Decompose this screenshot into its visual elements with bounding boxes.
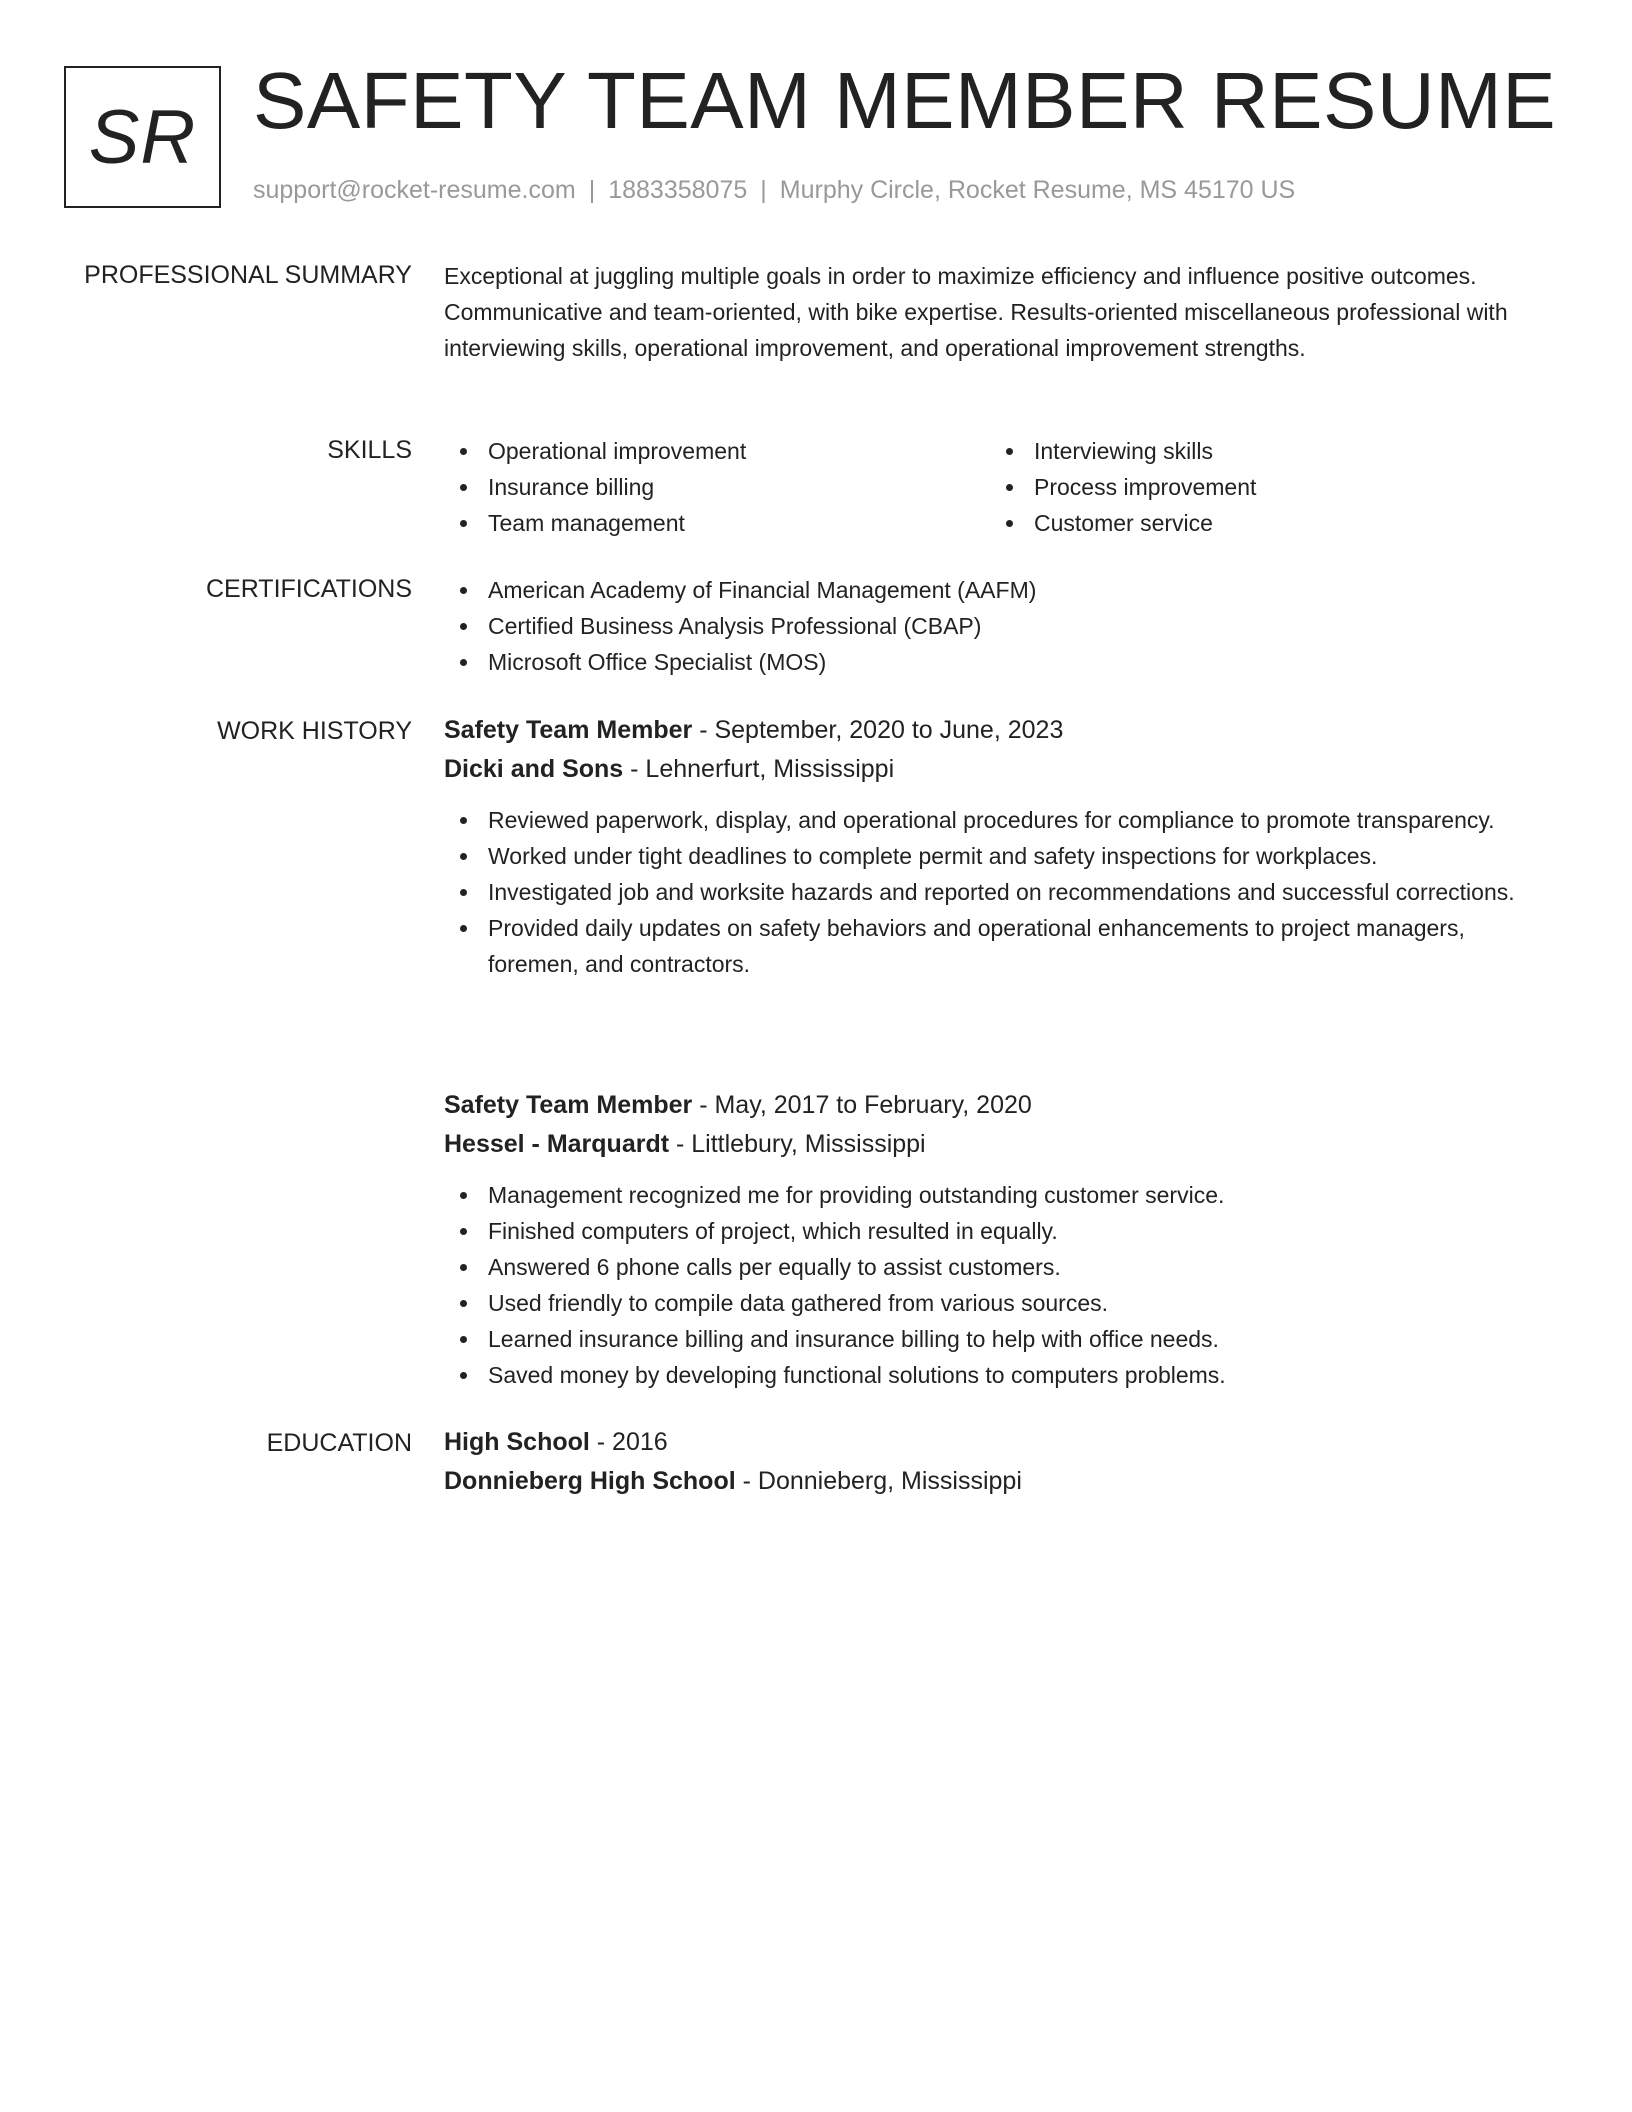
contact-separator: | xyxy=(760,176,767,204)
skills-heading: SKILLS xyxy=(327,436,412,464)
job-duty-item: Investigated job and worksite hazards and reported on recommendations and successful corrections. xyxy=(444,874,1544,910)
job-title-line xyxy=(444,711,1544,750)
education-degree: High School xyxy=(444,1428,590,1456)
education-school-line xyxy=(444,1462,1544,1501)
contact-address: Murphy Circle, Rocket Resume, MS 45170 US xyxy=(779,176,1296,204)
education-degree-line xyxy=(444,1423,1544,1462)
skills-list-right xyxy=(990,433,1536,541)
skill-item: Process improvement xyxy=(990,469,1536,505)
work-history-heading: WORK HISTORY xyxy=(217,717,412,745)
job-duties-list xyxy=(444,1177,1544,1393)
job-title-line xyxy=(444,1086,1544,1125)
skills-list-left xyxy=(444,433,990,541)
job-duty-item: Saved money by developing functional solutions to computers problems. xyxy=(444,1357,1544,1393)
certification-item: Microsoft Office Specialist (MOS) xyxy=(444,644,1544,680)
resume-title: SAFETY TEAM MEMBER RESUME xyxy=(253,56,1557,145)
skill-item: Team management xyxy=(444,505,990,541)
job-company: Dicki and Sons xyxy=(444,755,624,783)
monogram-badge: SR xyxy=(64,66,221,208)
summary-heading: PROFESSIONAL SUMMARY xyxy=(84,261,412,289)
job-entry xyxy=(444,711,1544,982)
contact-phone: 1883358075 xyxy=(608,176,748,204)
job-duty-item: Reviewed paperwork, display, and operational procedures for compliance to promote transparency. xyxy=(444,802,1544,838)
certification-item: Certified Business Analysis Professional (CBAP) xyxy=(444,608,1544,644)
job-company: Hessel - Marquardt xyxy=(444,1130,670,1158)
job-duty-item: Used friendly to compile data gathered from various sources. xyxy=(444,1285,1544,1321)
certifications-list xyxy=(444,572,1544,680)
job-duty-item: Answered 6 phone calls per equally to assist customers. xyxy=(444,1249,1544,1285)
contact-separator: | xyxy=(588,176,596,204)
job-duty-item: Learned insurance billing and insurance billing to help with office needs. xyxy=(444,1321,1544,1357)
skill-item: Insurance billing xyxy=(444,469,990,505)
job-dates: - September, 2020 to June, 2023 xyxy=(692,716,1064,744)
summary-text: Exceptional at juggling multiple goals in order to maximize efficiency and influence positive outcomes. Communicative and team-oriented, with bike expertise. Results-oriented miscellaneous professional with interviewing skills, operational improvement, and operational improvement strengths. xyxy=(444,263,1508,361)
job-dates: - May, 2017 to February, 2020 xyxy=(692,1091,1032,1119)
education-location: - Donnieberg, Mississippi xyxy=(735,1467,1022,1495)
job-duty-item: Provided daily updates on safety behaviors and operational enhancements to project managers, foremen, and contractors. xyxy=(444,910,1544,982)
skill-item: Operational improvement xyxy=(444,433,990,469)
certification-item: American Academy of Financial Management (AAFM) xyxy=(444,572,1544,608)
contact-line xyxy=(253,172,1295,208)
job-duty-item: Worked under tight deadlines to complete permit and safety inspections for workplaces. xyxy=(444,838,1544,874)
job-duty-item: Management recognized me for providing outstanding customer service. xyxy=(444,1177,1544,1213)
job-entry xyxy=(444,1086,1544,1393)
job-location: - Littlebury, Mississippi xyxy=(669,1130,926,1158)
education-year: - 2016 xyxy=(589,1428,668,1456)
job-company-line xyxy=(444,750,1544,789)
job-title: Safety Team Member xyxy=(444,716,693,744)
contact-email: support@rocket-resume.com xyxy=(253,176,576,204)
education-heading: EDUCATION xyxy=(266,1429,412,1457)
job-duties-list xyxy=(444,802,1544,982)
education-school: Donnieberg High School xyxy=(444,1467,736,1495)
job-location: - Lehnerfurt, Mississippi xyxy=(623,755,895,783)
skill-item: Customer service xyxy=(990,505,1536,541)
job-company-line xyxy=(444,1125,1544,1164)
job-title: Safety Team Member xyxy=(444,1091,693,1119)
certifications-heading: CERTIFICATIONS xyxy=(205,575,412,603)
job-duty-item: Finished computers of project, which resulted in equally. xyxy=(444,1213,1544,1249)
skill-item: Interviewing skills xyxy=(990,433,1536,469)
